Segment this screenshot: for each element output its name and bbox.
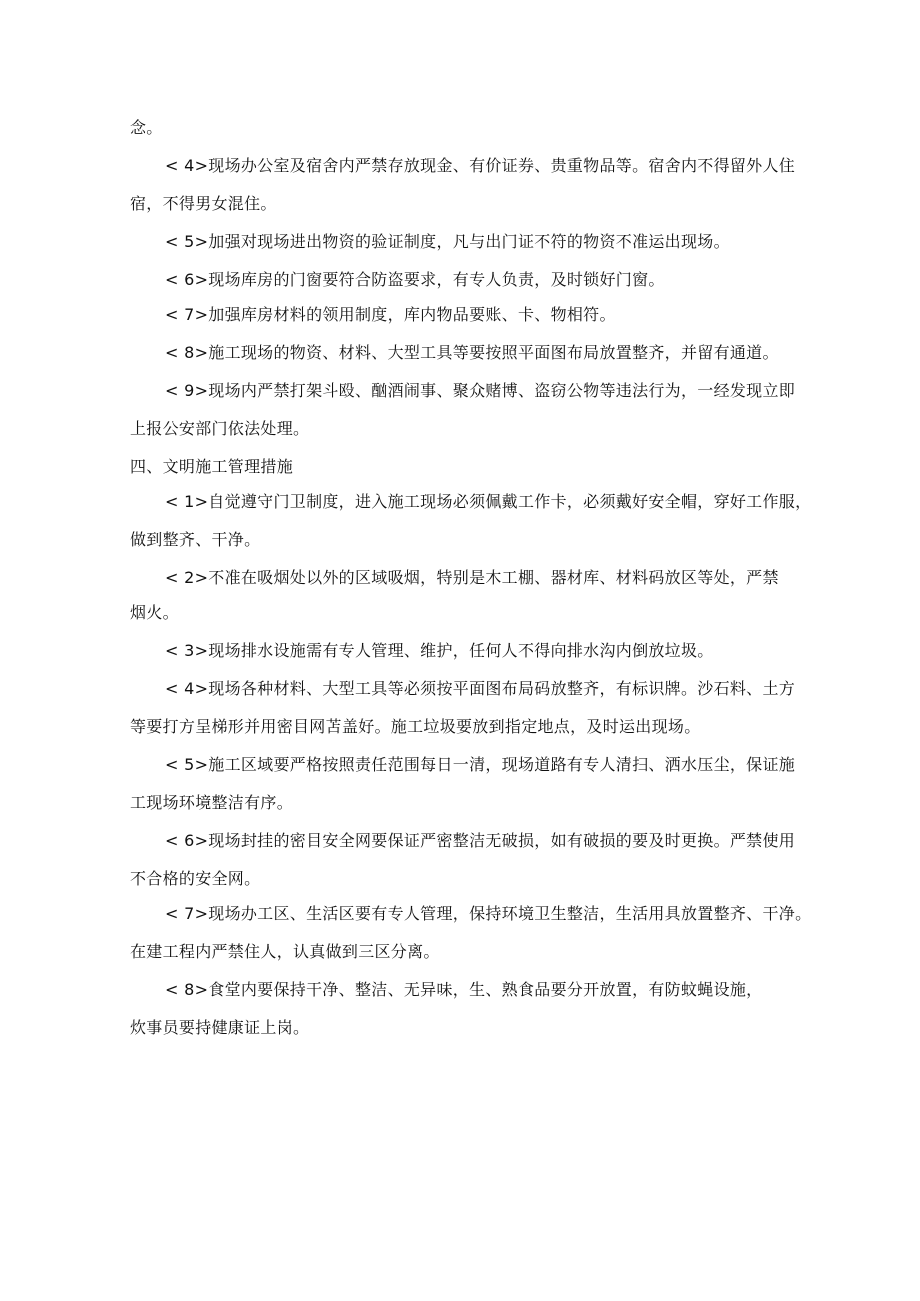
text-line: 不合格的安全网。 <box>130 869 261 888</box>
text-line: 上报公安部门依法处理。 <box>130 419 310 438</box>
text-line: 念。 <box>130 118 163 137</box>
section-heading: 四、文明施工管理措施 <box>130 457 294 476</box>
text-line: < 8>食堂内要保持干净、整洁、无异味，生、熟食品要分开放置，有防蚊蝇设施， <box>165 980 763 999</box>
text-line: < 2>不准在吸烟处以外的区域吸烟，特别是木工棚、器材库、材料码放区等处，严禁 <box>165 568 779 587</box>
text-line: < 3>现场排水设施需有专人管理、维护，任何人不得向排水沟内倒放垃圾。 <box>165 641 714 660</box>
text-line: 烟火。 <box>130 603 179 622</box>
text-line: < 9>现场内严禁打架斗殴、酗酒闹事、聚众赌博、盗窃公物等违法行为，一经发现立即 <box>165 381 796 400</box>
text-line: 宿，不得男女混住。 <box>130 194 277 213</box>
text-line: 等要打方呈梯形并用密目网苫盖好。施工垃圾要放到指定地点，及时运出现场。 <box>130 717 701 736</box>
text-line: < 8>施工现场的物资、材料、大型工具等要按照平面图布局放置整齐，并留有通道。 <box>165 343 779 362</box>
text-line: < 6>现场库房的门窗要符合防盗要求，有专人负责，及时锁好门窗。 <box>165 270 665 289</box>
text-line: < 5>加强对现场进出物资的验证制度，凡与出门证不符的物资不准运出现场。 <box>165 232 730 251</box>
text-line: 炊事员要持健康证上岗。 <box>130 1018 310 1037</box>
text-line: 在建工程内严禁住人，认真做到三区分离。 <box>130 942 440 961</box>
text-line: < 1>自觉遵守门卫制度，进入施工现场必须佩戴工作卡，必须戴好安全帽，穿好工作服， <box>165 492 812 511</box>
text-line: < 5>施工区域要严格按照责任范围每日一清，现场道路有专人清扫、洒水压尘，保证施 <box>165 755 796 774</box>
text-line: 工现场环境整洁有序。 <box>130 793 294 812</box>
text-line: 做到整齐、干净。 <box>130 530 261 549</box>
text-line: < 4>现场各种材料、大型工具等必须按平面图布局码放整齐，有标识牌。沙石料、土方 <box>165 679 796 698</box>
text-line: < 6>现场封挂的密目安全网要保证严密整洁无破损，如有破损的要及时更换。严禁使用 <box>165 831 796 850</box>
text-line: < 7>现场办工区、生活区要有专人管理，保持环境卫生整洁，生活用具放置整齐、干净。 <box>165 904 812 923</box>
text-line: < 4>现场办公室及宿舍内严禁存放现金、有价证券、贵重物品等。宿舍内不得留外人住 <box>165 156 796 175</box>
text-line: < 7>加强库房材料的领用制度，库内物品要账、卡、物相符。 <box>165 305 616 324</box>
